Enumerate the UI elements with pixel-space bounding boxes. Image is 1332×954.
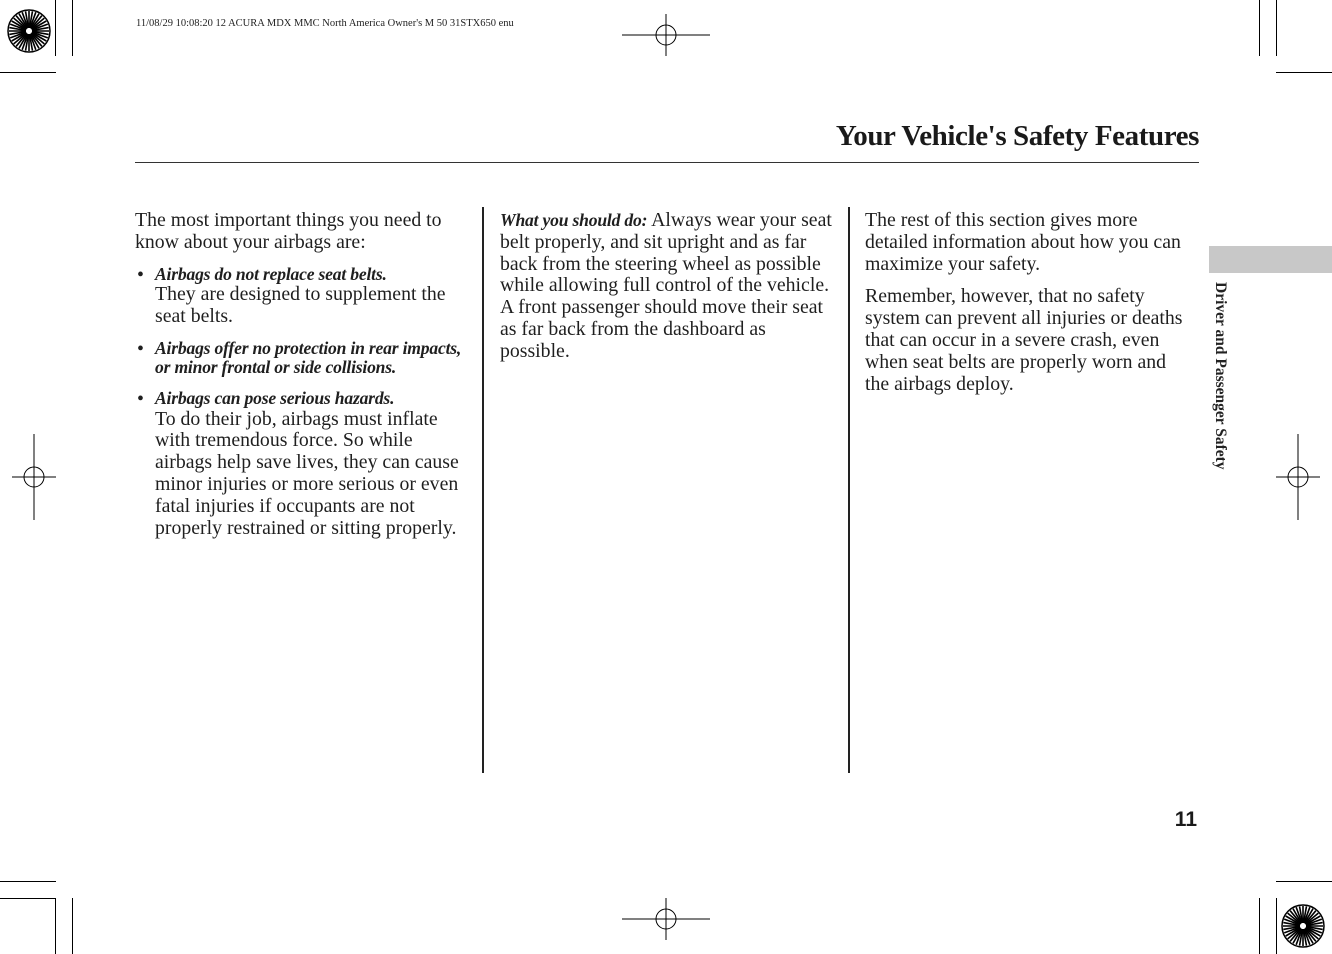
- crosshair-icon: [622, 14, 710, 56]
- bullet-icon: •: [137, 337, 144, 360]
- bullet-body: They are designed to supplement the seat belts.: [155, 283, 446, 327]
- bullet-icon: •: [137, 263, 144, 286]
- bullet-heading: Airbags can pose serious hazards.: [155, 387, 395, 408]
- bullet-body: To do their job, airbags must inflate with tremendous force. So while airbags help save lives, they can cause minor injuries or more serious or even fatal injuries if occupants are not properly restrained or sitting properly.: [155, 407, 459, 539]
- section-tab-label: Driver and Passenger Safety: [1212, 282, 1229, 470]
- list-item: [135, 389, 470, 539]
- crop-mark-icon: [1259, 898, 1260, 954]
- bullet-heading: Airbags do not replace seat belts.: [155, 263, 387, 284]
- column-3: [865, 210, 1190, 406]
- page-number: 11: [1174, 808, 1197, 831]
- crop-mark-icon: [1276, 0, 1277, 56]
- page-title: Your Vehicle's Safety Features: [835, 120, 1199, 152]
- list-item: [135, 265, 470, 328]
- crosshair-icon: [1276, 434, 1320, 520]
- crop-mark-icon: [1276, 881, 1332, 882]
- intro-text: The most important things you need to know about your airbags are:: [135, 209, 442, 253]
- crop-mark-icon: [1276, 898, 1277, 954]
- column-divider: [848, 207, 850, 773]
- section-intro-paragraph: The rest of this section gives more detailed information about how you can maximize your safety.: [865, 209, 1181, 275]
- advice-lead: What you should do:: [500, 210, 648, 230]
- crop-mark-icon: [55, 0, 56, 56]
- registration-target-icon: [1280, 903, 1326, 949]
- crop-mark-icon: [1276, 72, 1332, 73]
- column-divider: [482, 207, 484, 773]
- column-2: [500, 210, 835, 374]
- crop-mark-icon: [55, 898, 56, 954]
- advice-body: Always wear your seat belt properly, and sit upright and as far back from the steering wheel as possible while allowing full control of the vehicle. A front passenger should move their seat as far back from the dashboard as possible.: [500, 209, 832, 362]
- section-tab: [1209, 246, 1332, 273]
- bullet-heading: Airbags offer no protection in rear impacts, or minor frontal or side collisions.: [155, 337, 462, 378]
- reminder-paragraph: Remember, however, that no safety system can prevent all injuries or deaths that can occur in a severe crash, even when seat belts are properly worn and the airbags deploy.: [865, 285, 1183, 395]
- crop-mark-icon: [0, 898, 56, 899]
- registration-target-icon: [6, 8, 52, 54]
- crosshair-icon: [12, 434, 56, 520]
- bullet-icon: •: [137, 387, 144, 410]
- print-header: 11/08/29 10:08:20 12 ACURA MDX MMC North America Owner's M 50 31STX650 enu: [136, 18, 514, 29]
- column-1: [135, 210, 470, 550]
- crop-mark-icon: [0, 72, 56, 73]
- crosshair-icon: [622, 898, 710, 940]
- list-item: [135, 339, 470, 378]
- crop-mark-icon: [1259, 0, 1260, 56]
- crop-mark-icon: [72, 898, 73, 954]
- crop-mark-icon: [0, 881, 56, 882]
- crop-mark-icon: [72, 0, 73, 56]
- title-rule: [135, 162, 1199, 163]
- airbag-facts-list: [135, 265, 470, 540]
- advice-paragraph: [500, 210, 835, 363]
